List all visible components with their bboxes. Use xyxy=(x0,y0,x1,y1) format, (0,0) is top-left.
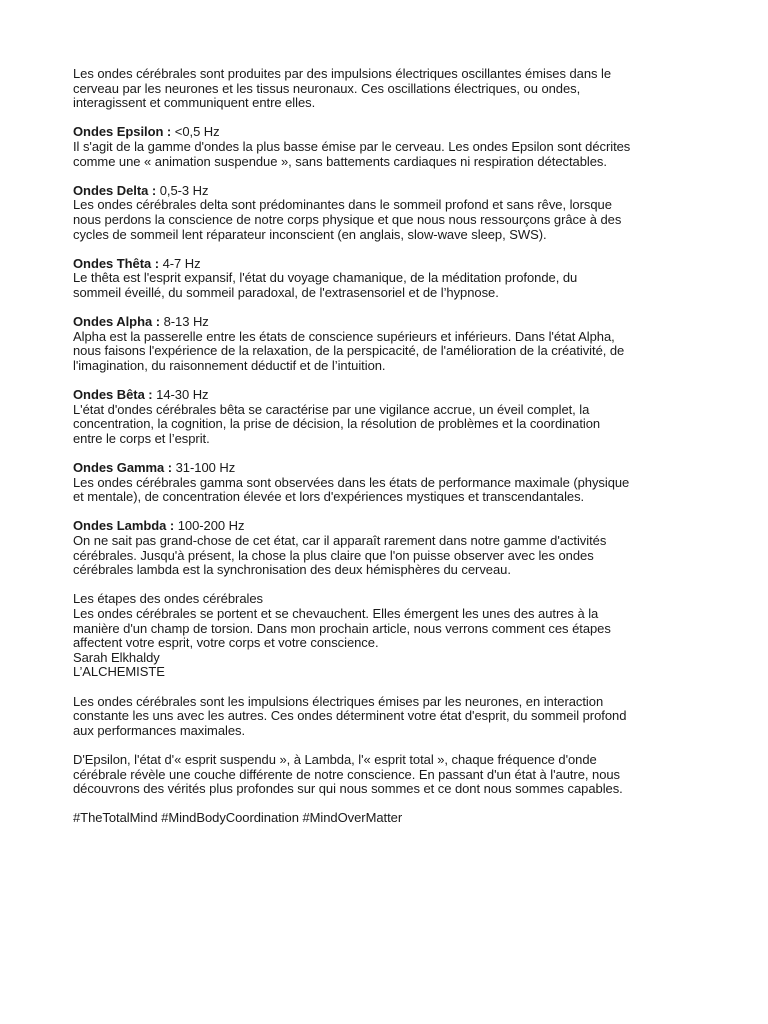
wave-separator: : xyxy=(163,124,175,140)
text-line: cycles de sommeil lent réparateur inconscient (en anglais, slow-wave sleep, SWS). xyxy=(73,226,547,242)
wave-heading xyxy=(73,315,713,330)
text-line: aux performances maximales. xyxy=(73,722,246,738)
text-line: Les ondes cérébrales sont les impulsions électriques émises par les neurones, en interaction xyxy=(73,693,604,709)
hashtags: #TheTotalMind #MindBodyCoordination #MindOverMatter xyxy=(73,810,403,826)
text-line: cérébrales. Jusqu'à présent, la chose la plus claire que l'on puisse observer avec les ondes xyxy=(73,547,594,563)
wave-heading xyxy=(73,519,713,534)
text-line: Il s'agit de la gamme d'ondes la plus basse émise par le cerveau. Les ondes Epsilon sont décrites xyxy=(73,138,631,154)
text-line: concentration, la cognition, la prise de décision, la résolution de problèmes et la coordination xyxy=(73,416,601,432)
wave-frequency: 0,5-3 Hz xyxy=(159,182,209,198)
text-line: Les ondes cérébrales se portent et se chevauchent. Elles émergent les unes des autres à la xyxy=(73,605,599,621)
wave-name: Ondes Alpha xyxy=(73,314,153,330)
text-line: cérébrale révèle une couche différente de notre conscience. En passant d'un état à l'autre, nous xyxy=(73,766,621,782)
wave-separator: : xyxy=(166,518,178,534)
wave-frequency: 8-13 Hz xyxy=(163,314,209,330)
text-line: découvrons des vérités plus profondes sur qui nous sommes et ce dont nous sommes capables. xyxy=(73,781,623,797)
wave-heading xyxy=(73,184,713,199)
wave-separator: : xyxy=(152,314,164,330)
text-line: et mentale), de concentration élevée et lors d'expériences mystiques et transcendantales. xyxy=(73,489,585,505)
text-line: D'Epsilon, l'état d'« esprit suspendu », à Lambda, l'« esprit total », chaque fréquence d'onde xyxy=(73,751,597,767)
stages-paragraph xyxy=(73,592,713,680)
wave-section-lambda xyxy=(73,519,713,577)
text-line: Les ondes cérébrales gamma sont observées dans les états de performance maximale (physique xyxy=(73,474,630,490)
text-line: L'état d'ondes cérébrales bêta se caractérise par une vigilance accrue, un éveil complet, la xyxy=(73,401,590,417)
wave-separator: : xyxy=(151,255,163,271)
text-line: On ne sait pas grand-chose de cet état, car il apparaît rarement dans notre gamme d'activités xyxy=(73,533,607,548)
wave-name: Ondes Delta xyxy=(73,182,149,198)
wave-frequency: 31-100 Hz xyxy=(175,460,236,476)
author-name: Sarah Elkhaldy xyxy=(73,649,160,665)
text-line: sommeil éveillé, du sommeil paradoxal, de l'extrasensoriel et de l’hypnose. xyxy=(73,284,499,300)
text-line: nous faisons l'expérience de la relaxation, de la perspicacité, de l'amélioration de la créativité, de xyxy=(73,343,625,359)
wave-separator: : xyxy=(144,387,157,403)
text-line: l'imagination, du raisonnement déductif et de l’intuition. xyxy=(73,357,386,373)
wave-name: Ondes Gamma xyxy=(73,460,165,476)
text-line: cérébrales lambda est la synchronisation des deux hémisphères du cerveau. xyxy=(73,562,511,578)
wave-section-epsilon xyxy=(73,125,713,169)
summary-paragraph xyxy=(73,695,713,739)
text-line: interagissent et communiquent entre elles. xyxy=(73,95,316,111)
wave-heading xyxy=(73,257,713,272)
intro-paragraph xyxy=(73,67,713,111)
text-line: Les ondes cérébrales sont produites par des impulsions électriques oscillantes émises dans le xyxy=(73,66,612,81)
text-line: entre le corps et l’esprit. xyxy=(73,430,210,446)
text-line: Alpha est la passerelle entre les états de conscience supérieurs et inférieurs. Dans l'état Alpha, xyxy=(73,328,615,344)
wave-separator: : xyxy=(148,182,160,198)
journey-paragraph xyxy=(73,753,713,797)
text-line: affectent votre esprit, votre corps et votre conscience. xyxy=(73,635,379,651)
text-line: Les ondes cérébrales delta sont prédominantes dans le sommeil profond et sans rêve, lorsque xyxy=(73,197,612,213)
author-organization: L’ALCHEMISTE xyxy=(73,664,165,680)
wave-name: Ondes Epsilon xyxy=(73,124,164,140)
text-line: nous perdons la conscience de notre corps physique et que nous nous ressourçons grâce à des xyxy=(73,211,622,227)
text-line: manière d'un champ de torsion. Dans mon prochain article, nous verrons comment ces étapes xyxy=(73,620,611,636)
text-line: Le thêta est l'esprit expansif, l'état du voyage chamanique, de la méditation profonde, du xyxy=(73,270,578,286)
wave-heading xyxy=(73,461,713,476)
section-title: Les étapes des ondes cérébrales xyxy=(73,591,263,607)
wave-frequency: <0,5 Hz xyxy=(174,124,220,140)
text-line: constante les uns avec les autres. Ces ondes déterminent votre état d'esprit, du sommeil profond xyxy=(73,708,627,724)
wave-section-gamma xyxy=(73,461,713,505)
wave-separator: : xyxy=(164,460,176,476)
wave-section-theta xyxy=(73,257,713,301)
wave-section-delta xyxy=(73,184,713,242)
wave-frequency: 4-7 Hz xyxy=(162,255,201,271)
text-line: comme une « animation suspendue », sans battements cardiaques ni respiration détectables. xyxy=(73,153,607,169)
text-line: cerveau par les neurones et les tissus neuronaux. Ces oscillations électriques, ou ondes, xyxy=(73,80,581,96)
wave-name: Ondes Bêta xyxy=(73,387,145,403)
wave-frequency: 14-30 Hz xyxy=(156,387,209,403)
wave-name: Ondes Thêta xyxy=(73,255,152,271)
wave-section-alpha xyxy=(73,315,713,373)
wave-heading xyxy=(73,388,713,403)
document-body xyxy=(73,67,713,826)
wave-heading xyxy=(73,125,713,140)
wave-frequency: 100-200 Hz xyxy=(177,518,245,534)
wave-name: Ondes Lambda xyxy=(73,518,167,534)
hashtags-paragraph xyxy=(73,811,713,826)
wave-section-beta xyxy=(73,388,713,446)
